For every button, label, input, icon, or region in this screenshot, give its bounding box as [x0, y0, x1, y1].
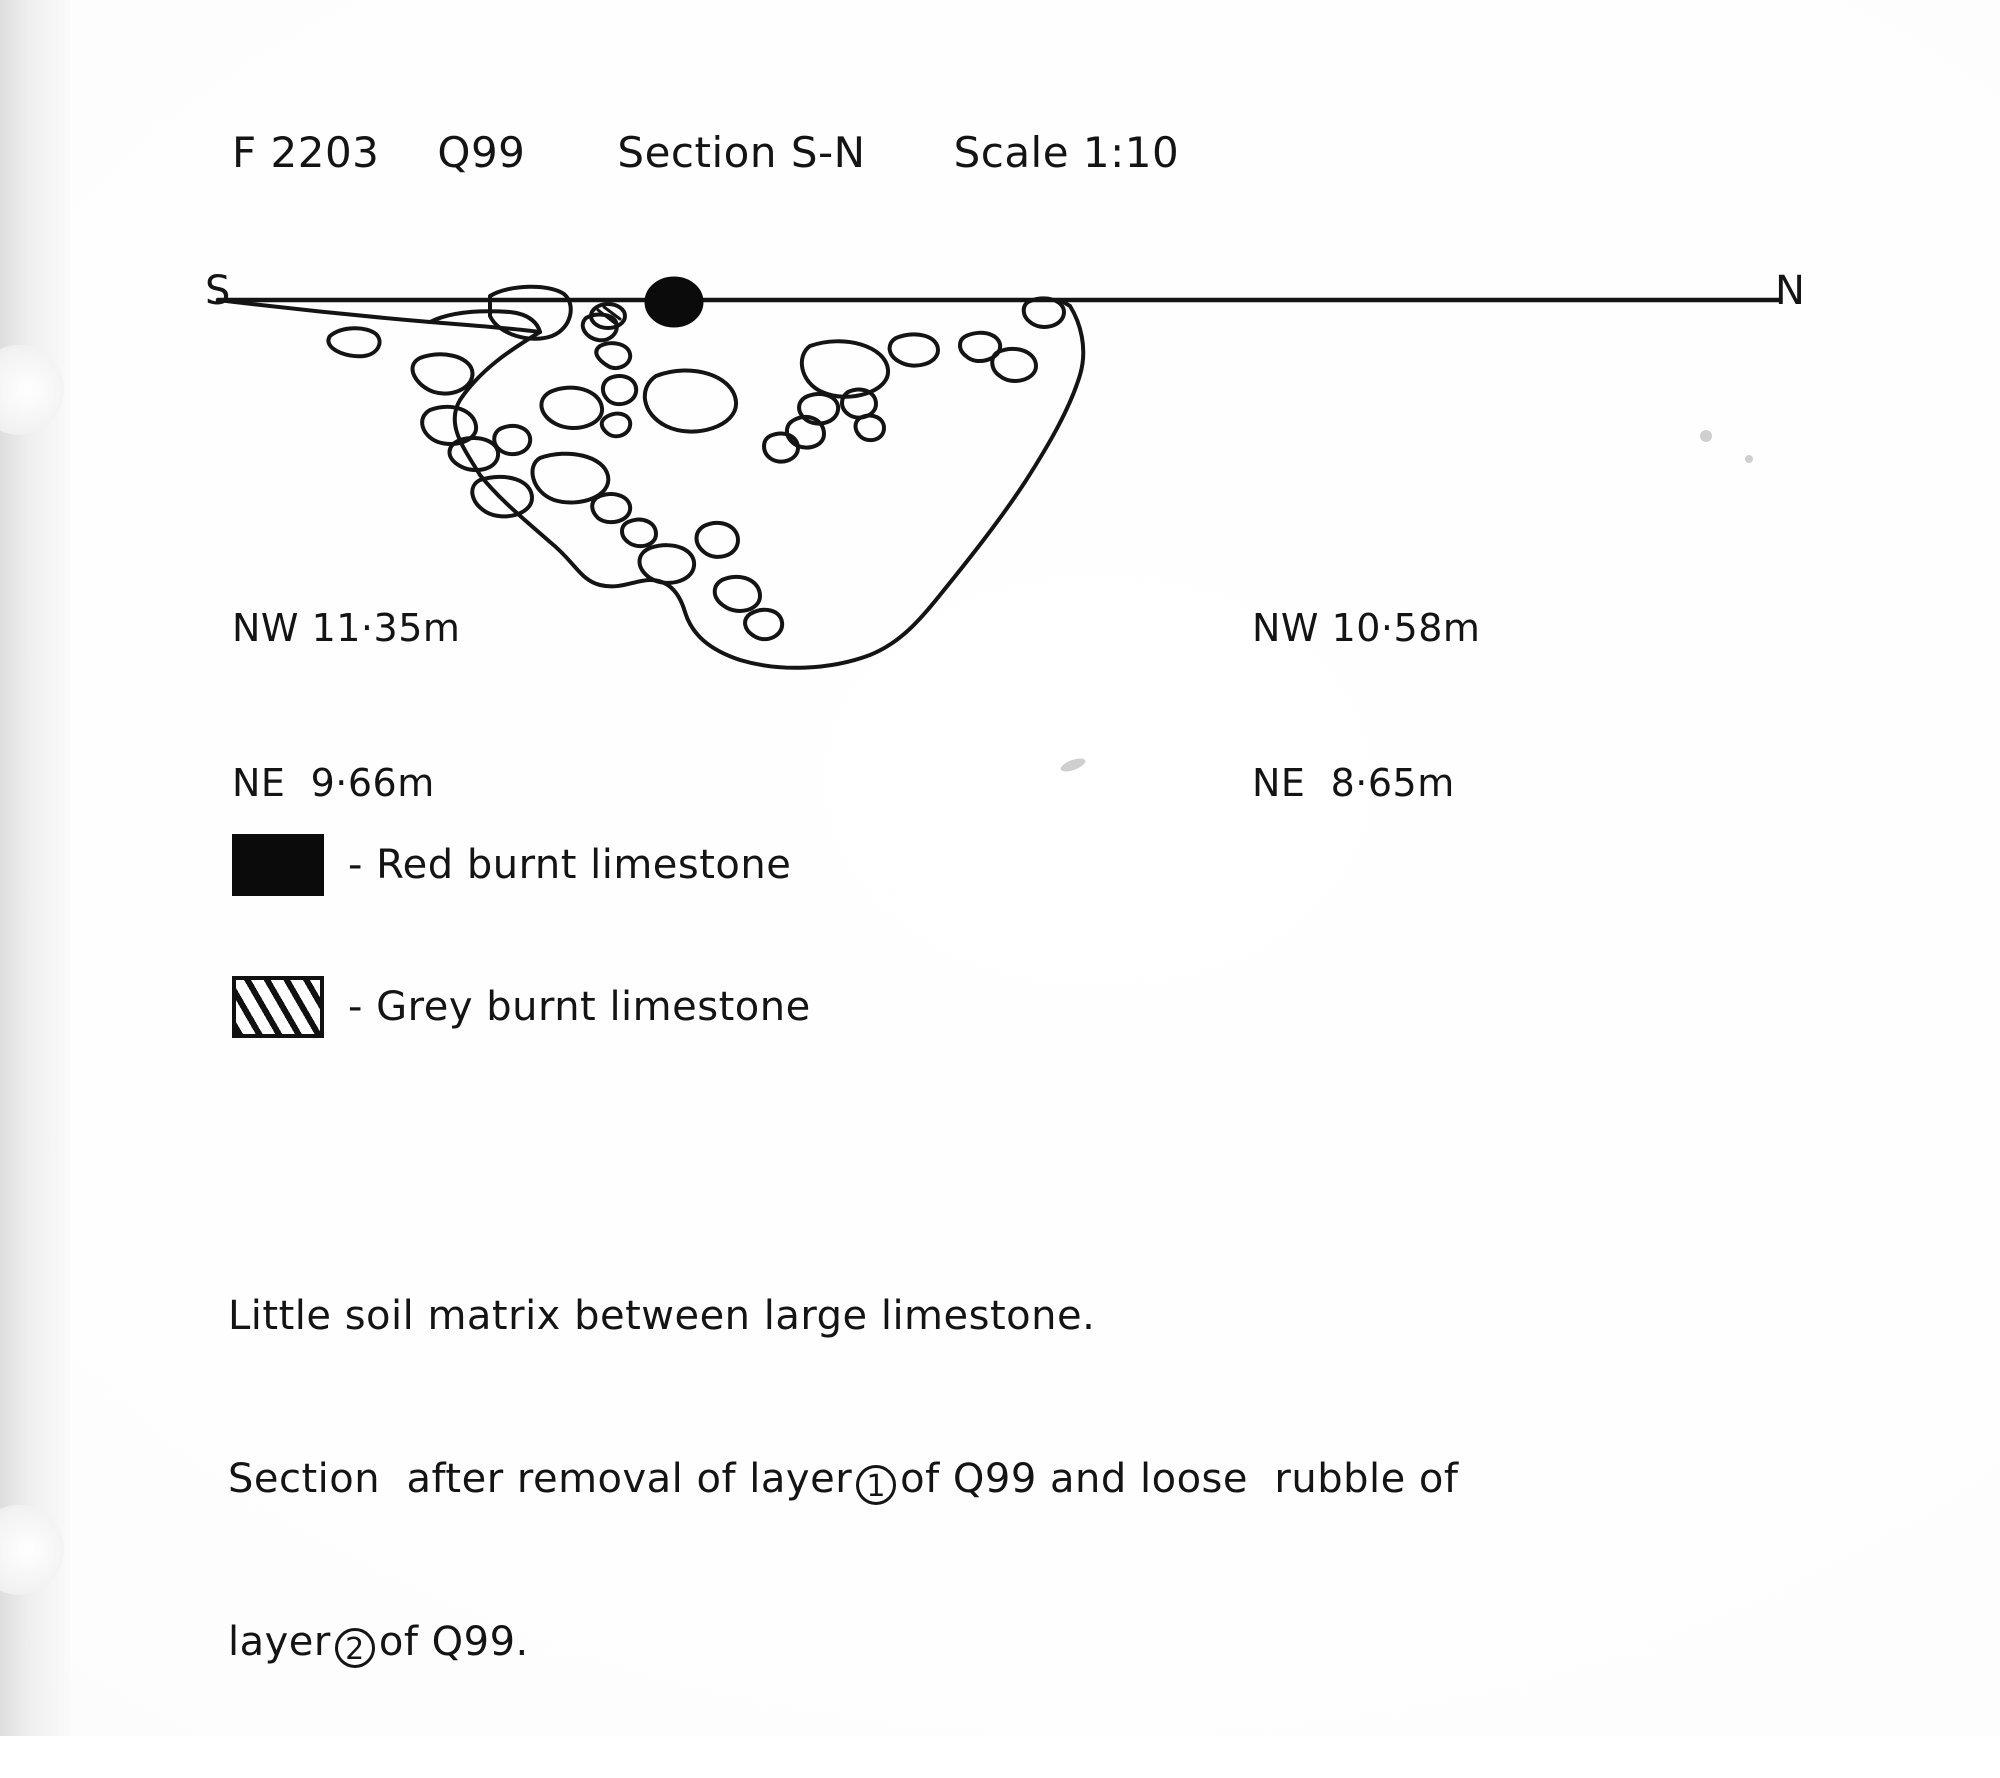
limestone-block — [640, 545, 695, 583]
scale-label: Scale 1:10 — [953, 128, 1180, 177]
legend-label-red-burnt-limestone: - Red burnt limestone — [348, 842, 792, 888]
limestone-block — [1024, 298, 1064, 327]
note-line-1: Little soil matrix between large limestone. — [228, 1292, 1096, 1339]
scan-edge-shadow — [0, 0, 70, 1736]
limestone-block — [603, 376, 636, 404]
limestone-block — [622, 520, 656, 547]
limestone-block — [802, 341, 888, 396]
scan-speck — [1059, 756, 1087, 774]
section-orientation-title: Section S-N — [617, 128, 866, 177]
note-line-2 — [228, 1452, 1828, 1506]
level-nw-right: NW 10·58m — [1252, 606, 1481, 651]
legend-label-grey-burnt-limestone: - Grey burnt limestone — [348, 984, 811, 1030]
legend-item-red-burnt-limestone — [232, 830, 1132, 900]
limestone-block — [890, 334, 938, 365]
limestone-block — [745, 610, 782, 639]
limestone-block — [856, 416, 885, 441]
red-burnt-limestone-clast — [646, 278, 702, 326]
limestone-block — [532, 454, 608, 503]
level-ne-right: NE 8·65m — [1252, 761, 1455, 806]
note-line-3-part-b: of Q99. — [378, 1619, 529, 1666]
legend — [232, 830, 1132, 1114]
drawing-header — [232, 128, 1179, 177]
limestone-block — [494, 426, 530, 454]
limestone-block — [697, 523, 739, 557]
level-ne-left: NE 9·66m — [232, 761, 435, 806]
compass-label-south: S — [205, 268, 231, 314]
level-nw-left: NW 11·35m — [232, 606, 461, 651]
note-line-3 — [228, 1615, 1828, 1669]
diagonal-hatch-swatch-icon — [232, 976, 324, 1038]
note-line-2-part-a: Section after removal of layer — [228, 1455, 853, 1502]
feature-number: F 2203 — [232, 128, 380, 177]
note-line-3-part-a: layer — [228, 1619, 331, 1666]
limestone-block — [764, 434, 798, 462]
limestone-block — [328, 328, 379, 356]
limestone-block — [645, 370, 736, 431]
context-number: Q99 — [437, 128, 526, 177]
limestone-block — [413, 354, 473, 393]
limestone-block — [592, 494, 630, 522]
limestone-block — [596, 343, 630, 368]
legend-item-grey-burnt-limestone — [232, 972, 1132, 1042]
notes-block — [228, 1180, 1828, 1778]
limestone-block — [541, 388, 602, 428]
layer-number-circle-2: 2 — [335, 1628, 375, 1668]
limestone-block — [715, 577, 760, 611]
note-line-2-part-b: of Q99 and loose rubble of — [900, 1455, 1459, 1502]
levels-right-group — [1252, 500, 1480, 913]
limestone-block — [602, 414, 630, 437]
compass-label-north: N — [1775, 268, 1806, 314]
limestone-block — [960, 333, 1000, 361]
layer-number-circle-1: 1 — [856, 1465, 896, 1505]
solid-black-swatch-icon — [232, 834, 324, 896]
